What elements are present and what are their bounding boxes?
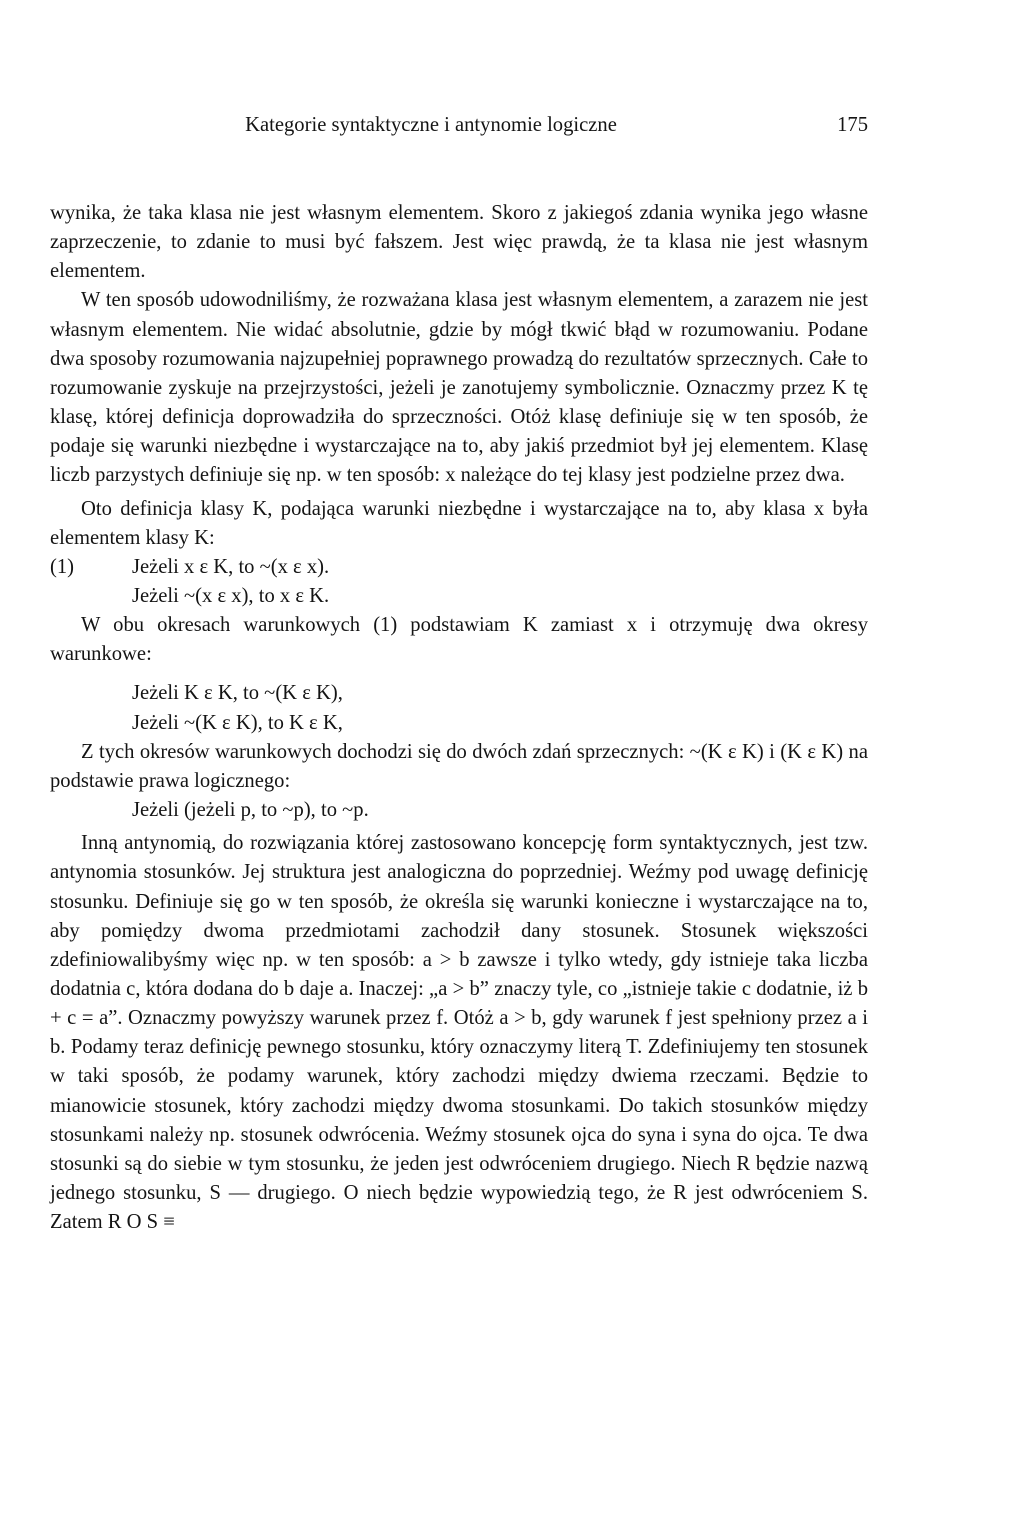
book-page: [50, 0, 868, 1521]
formula-1a-row: [50, 553, 868, 582]
formula-2a-row: [50, 679, 868, 708]
formula-1b: Jeżeli ~(x ε x), to x ε K.: [132, 585, 330, 608]
formula-3-row: [50, 796, 868, 825]
formula-3: Jeżeli (jeżeli p, to ~p), to ~p.: [132, 799, 369, 822]
paragraph-2: W ten sposób udowodniliśmy, że rozważana klasa jest własnym elementem, a zarazem nie jest własnym elementem. Nie widać absolutnie, gdzie by mógł tkwić błąd w rozumowaniu. Podane dwa sposoby rozumowania najzupełniej poprawnego prowadzą do rezultatów sprzecznych. Całe to rozumowanie zyskuje na przejrzystości, jeżeli je zanotujemy symbolicznie. Oznaczmy przez K tę klasę, której definicja doprowadziła do sprzeczności. Otóż klasę definiuje się w ten sposób, że podaje się warunki niezbędne i wystarczające na to, aby jakiś przedmiot był jej elementem. Klasę liczb parzystych definiuje się np. w ten sposób: x należące do tej klasy jest podzielne przez dwa.: [50, 289, 868, 487]
page-number: 175: [837, 114, 868, 136]
formula-2b-row: [50, 709, 868, 738]
body-text: [50, 199, 868, 1237]
running-head: [50, 114, 868, 142]
formula-2a: Jeżeli K ε K, to ~(K ε K),: [132, 682, 343, 705]
formula-1-label: (1): [50, 555, 75, 578]
paragraph-4: W obu okresach warunkowych (1) podstawiam K zamiast x i otrzymuję dwa okresy warunkowe:: [50, 614, 868, 666]
formula-1a: Jeżeli x ε K, to ~(x ε x).: [132, 555, 330, 578]
running-title: Kategorie syntaktyczne i antynomie logiczne: [245, 114, 617, 136]
paragraph-1: wynika, że taka klasa nie jest własnym elementem. Skoro z jakiegoś zdania wynika jego własne zaprzeczenie, to zdanie to musi być fałszem. Jest więc prawdą, że ta klasa nie jest własnym elementem.: [50, 202, 868, 283]
paragraph-5: Z tych okresów warunkowych dochodzi się do dwóch zdań sprzecznych: ~(K ε K) i (K ε K) na podstawie prawa logicznego:: [50, 740, 868, 792]
paragraph-3: Oto definicja klasy K, podająca warunki niezbędne i wystarczające na to, aby klasa x była elementem klasy K:: [50, 497, 868, 549]
formula-1b-row: [50, 582, 868, 611]
paragraph-6: Inną antynomią, do rozwiązania której zastosowano koncepcję form syntaktycznych, jest tzw. antynomia stosunków. Jej struktura jest analogiczna do poprzedniej. Weźmy pod uwagę definicję stosunku. Definiuje się go w ten sposób, że określa się warunki konieczne i wystarczające na to, aby pomiędzy dwoma przedmiotami zachodził dany stosunek. Stosunek większości zdefiniowalibyśmy więc np. w ten sposób: a > b zawsze i tylko wtedy, gdy istnieje taka liczba dodatnia c, która dodana do b daje a. Inaczej: „a > b” znaczy tyle, co „istnieje takie c dodatnie, iż b + c = a”. Oznaczmy powyższy warunek przez f. Otóż a > b, gdy warunek f jest spełniony przez a i b. Podamy teraz definicję pewnego stosunku, który oznaczymy literą T. Zdefiniujemy ten stosunek w taki sposób, że podamy warunek, który zachodzi między dwiema rzeczami. Będzie to mianowicie stosunek, który zachodzi między dwoma stosunkami. Do takich stosunków między stosunkami należy np. stosunek odwrócenia. Weźmy stosunek ojca do syna i syna do ojca. Te dwa stosunki są do siebie w tym stosunku, że jeden jest odwróceniem drugiego. Niech R będzie nazwą jednego stosunku, S — drugiego. O niech będzie wypowiedzią tego, że R jest odwróceniem S. Zatem R O S ≡: [50, 832, 868, 1234]
formula-2b: Jeżeli ~(K ε K), to K ε K,: [132, 711, 343, 734]
